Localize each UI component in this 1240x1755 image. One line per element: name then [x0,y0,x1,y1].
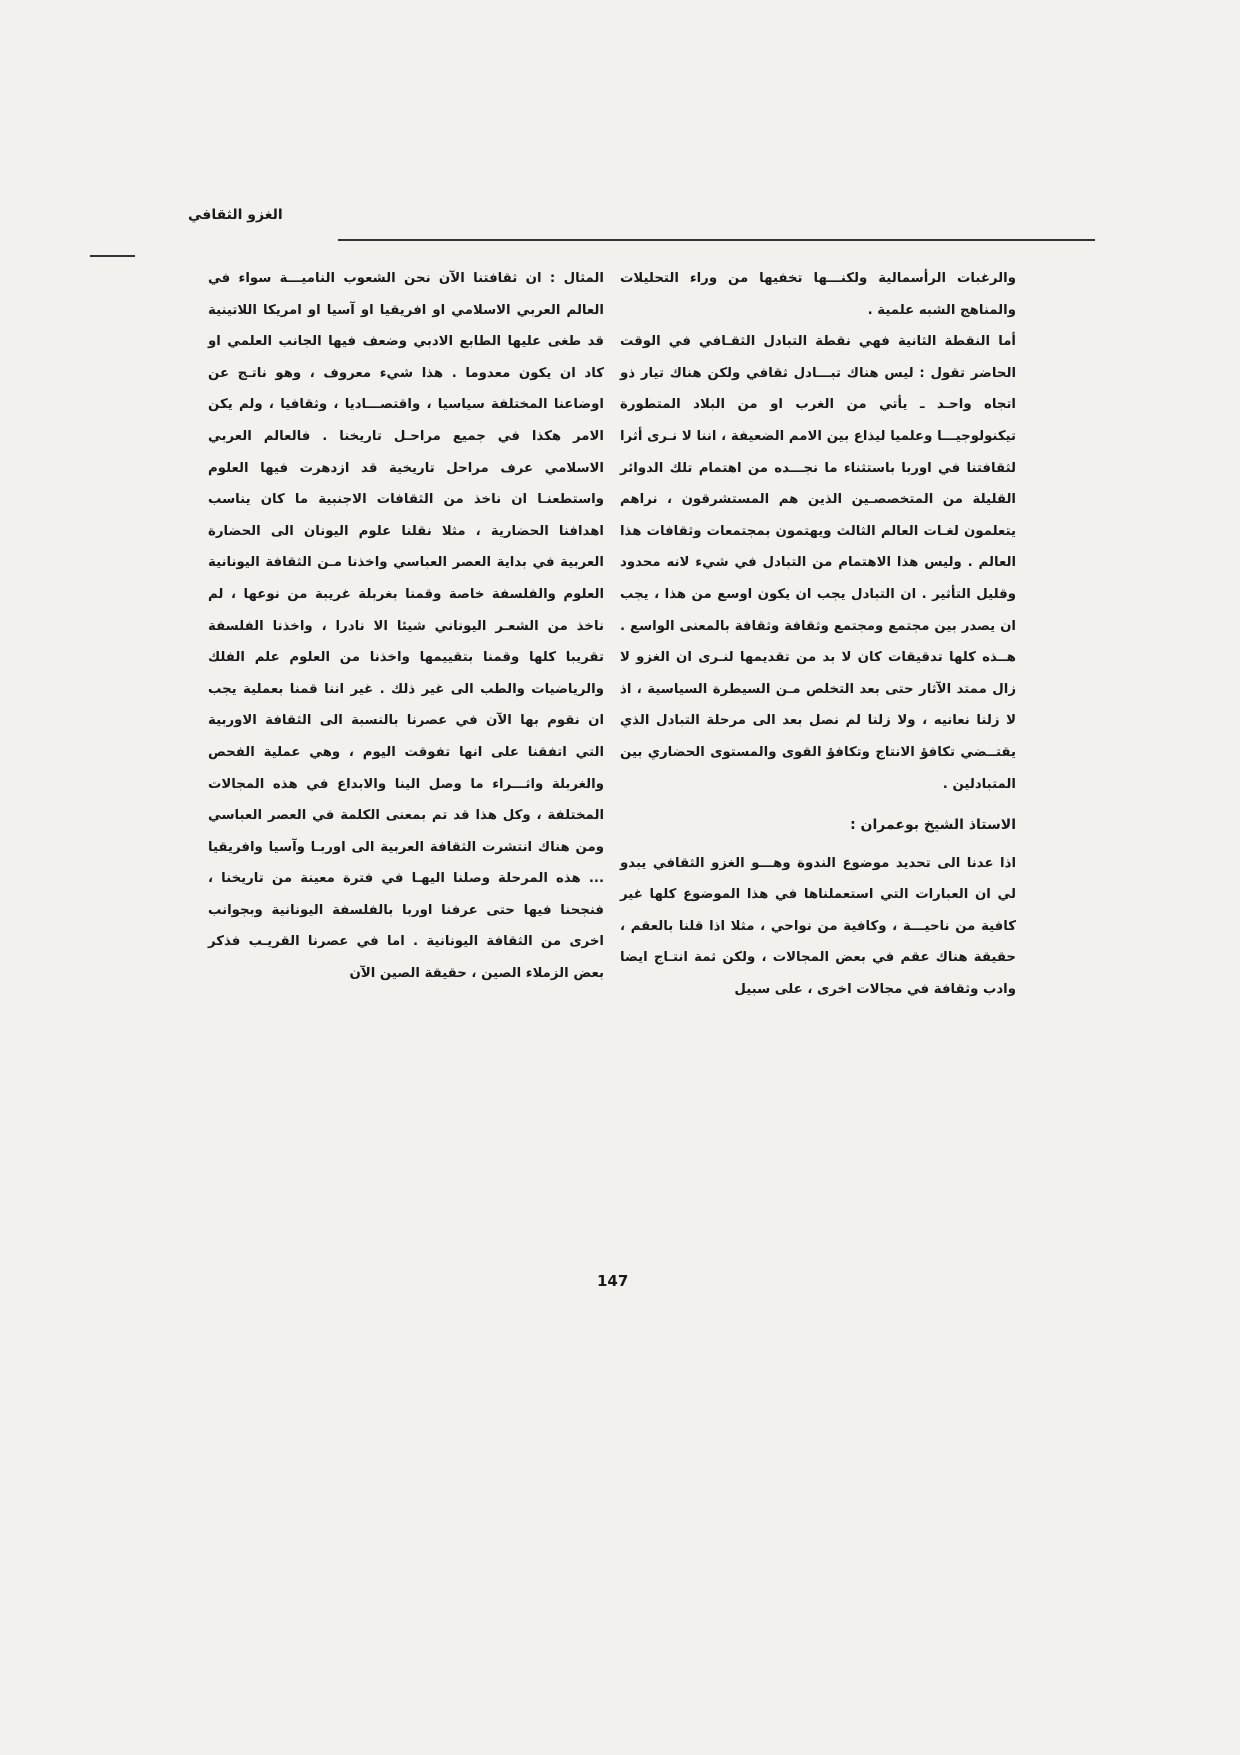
paragraph: اذا عدنا الى تحديد موضوع الندوة وهـــو الغزو الثقافي يبدو لي ان العبارات التي استعملناها في هذا الموضوع كلها غير كافية من ناحيـــة ، وكافية من نواحي ، مثلا اذا قلنا بالعقم ، حقيقة هناك عقم في بعض المجالات ، ولكن ثمة انتـاج ايضا وادب وثقافة في مجالات اخرى ، على سبيل [620,855,1016,998]
speaker-heading: الاستاذ الشيخ بوعمران : [850,817,1016,834]
right-column [620,263,1016,1006]
paragraph: أما النقطة الثانية فهي نقطة التبادل الثقـافي في الوقت الحاضر تقول : ليس هناك تبـــادل ثقافي ولكن هناك تيار ذو اتجاه واحـد ـ يأتي من الغرب او من البلاد المتطورة تيكنولوجيـــا وعلميا ليذاع بين الامم الضعيفة ، اننا لا نـرى أثرا لثقافتنا في اوربا باستثناء ما نجـــده من اهتمام تلك الدوائر القليلة من المتخصصـين الذين هم المستشرقون ، نراهم يتعلمون لغـات العالم الثالث ويهتمون بمجتمعات وثقافات هذا العالم . وليس هذا الاهتمام من التبادل في شيء لانه محدود وقليل التأثير . ان التبادل يجب ان يكون اوسع من هذا ، يجب ان يصدر بين مجتمع ومجتمع وثقافة وثقافة بالمعنى الواسع . هــذه كلها تدقيقات كان لا بد من تقديمها لنـرى ان الغزو لا زال ممتد الآثار حتى بعد التخلص مـن السيطرة السياسية ، اذ لا زلنا نعانيه ، ولا زلنا لم نصل بعد الى مرحلة التبادل الذي يقتــضي تكافؤ الانتاج وتكافؤ القوى والمستوى الحضاري بين المتبادلين . [620,334,1016,792]
left-column [208,263,604,990]
header-rule-long [338,239,1095,241]
paragraph: والرغبات الرأسمالية ولكنـــها تخفيها من وراء التحليلات والمناهج الشبه علمية . [620,271,1016,318]
paragraph: المثال : ان ثقافتنا الآن نحن الشعوب الناميـــة سواء في العالم العربي الاسلامي او افريقيا او آسيا او امريكا اللاتينية قد طغى عليها الطابع الادبي وضعف فيها الجانب العلمي او كاد ان يكون معدوما . هذا شيء معروف ، وهو ناتـج عن اوضاعنا المختلفة سياسيا ، واقتصـــاديا ، وثقافيا ، ولم يكن الامر هكذا في جميع مراحـل تاريخنا . فالعالم العربي الاسلامي عرف مراحل تاريخية قد ازدهرت فيها العلوم واستطعنـا ان ناخذ من الثقافات الاجنبية ما كان يناسب اهدافنا الحضارية ، مثلا نقلنا علوم اليونان الى الحضارة العربية في بداية العصر العباسي واخذنا مـن الثقافة اليونانية العلوم والفلسفة خاصة وقمنا بغربلة غريبة من نوعها ، لم ناخذ من الشعـر اليوناني شيئا الا نادرا ، واخذنا الفلسفة تقريبا كلها وقمنا بتقييمها واخذنا من العلوم علم الفلك والرياضيات والطب الى غير ذلك . غير اننا قمنا بعملية يجب ان نقوم بها الآن في عصرنا بالنسبة الى الثقافة الاوربية التي اتفقنا على انها تفوقت اليوم ، وهي عملية الفحص والغربلة واثـــراء ما وصل الينا والابداع في هذه المجالات المختلفة ، وكل هذا قد تم بمعنى الكلمة في العصر العباسي ومن هناك انتشرت الثقافة العربية الى اوربـا وآسيا وافريقيا ... هذه المرحلة وصلنا اليهـا في فترة معينة من تاريخنا ، فنجحنا فيها حتى عرفنا اوربا بالفلسفة اليونانية وبجوانب اخرى من الثقافة اليونانية . اما في عصرنا القريـب فذكر بعض الزملاء الصين ، حقيقة الصين الآن [208,271,604,982]
header-rule-short [90,255,135,257]
running-title: الغزو الثقافي [188,207,283,223]
page-number: 147 [597,1272,629,1290]
